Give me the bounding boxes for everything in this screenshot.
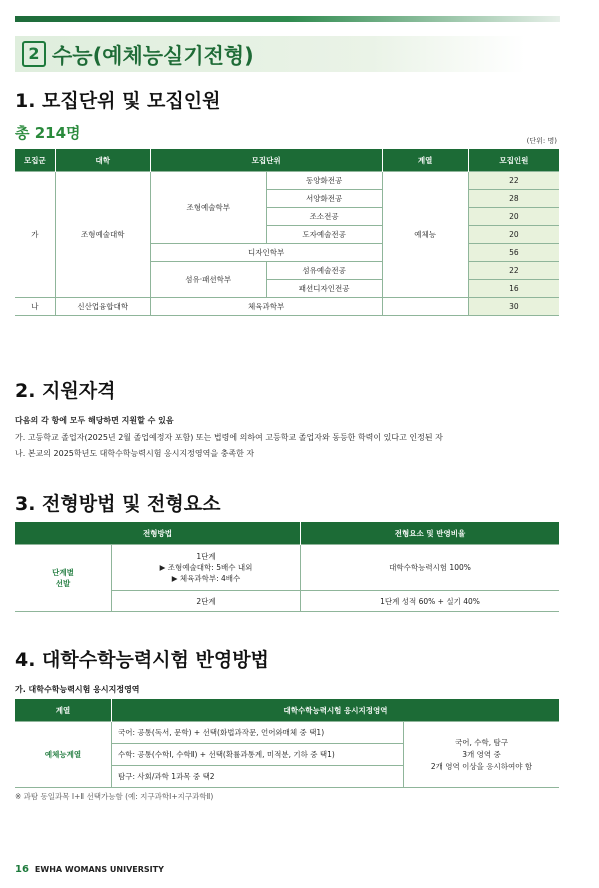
- header-college: 대학: [55, 149, 150, 172]
- total-count: 총 214명: [15, 124, 81, 142]
- count-cell: 30: [468, 298, 559, 316]
- step1-line-1: ▶ 조형예술대학: 5배수 내외: [159, 563, 253, 572]
- group-cell: 가: [15, 172, 55, 298]
- dept-cell: 디자인학부: [150, 244, 382, 262]
- stage-label-line-1: 단계별: [52, 568, 74, 577]
- track-cell: 예체능: [382, 172, 468, 298]
- top-accent-bar: [15, 16, 560, 22]
- dept-cell: 체육과학부: [150, 298, 382, 316]
- college-cell: 조형예술대학: [55, 172, 150, 298]
- qual-item-b: 나. 본교의 2025학년도 대학수학능력시험 응시지정영역을 충족한 자: [15, 449, 255, 458]
- math-cell: 수학: 공통(수학Ⅰ, 수학Ⅱ) + 선택(확률과통계, 미적분, 기하 중 택1): [112, 744, 404, 766]
- section-title: 수능(예체능실기전형): [52, 44, 254, 68]
- count-cell: 20: [468, 226, 559, 244]
- step1-factor: 대학수학능력시험 100%: [301, 545, 560, 591]
- major-cell: 패션디자인전공: [266, 280, 382, 298]
- major-cell: 도자예술전공: [266, 226, 382, 244]
- header-factor: 전형요소 및 반영비율: [301, 522, 560, 545]
- table-row: [15, 722, 559, 744]
- major-cell: 조소전공: [266, 208, 382, 226]
- step1-line-2: ▶ 체육과학부: 4배수: [171, 574, 241, 583]
- unit-note: (단위: 명): [526, 137, 557, 145]
- heading-method: 3. 전형방법 및 전형요소: [15, 493, 221, 515]
- step2-factor: 1단계 성적 60% + 실기 40%: [301, 591, 560, 612]
- header-track: 계열: [15, 699, 112, 722]
- condition-line-1: 국어, 수학, 탐구: [454, 737, 508, 747]
- heading-csat: 4. 대학수학능력시험 반영방법: [15, 649, 269, 671]
- inquiry-cell: 탐구: 사회/과학 1과목 중 택2: [112, 766, 404, 788]
- csat-subheading: 가. 대학수학능력시험 응시지정영역: [15, 685, 140, 694]
- step1-cell: [112, 545, 301, 591]
- dept-cell: 조형예술학부: [150, 172, 266, 244]
- count-cell: 56: [468, 244, 559, 262]
- step2-title: 2단계: [112, 591, 301, 612]
- page-number: 16: [15, 864, 29, 875]
- qual-item-a: 가. 고등학교 졸업자(2025년 2월 졸업예정자 포함) 또는 법령에 의하여 고등학교 졸업자와 동등한 학력이 있다고 인정된 자: [15, 433, 443, 442]
- major-cell: 서양화전공: [266, 190, 382, 208]
- track-cell: 예체능계열: [15, 722, 112, 788]
- table-row: [15, 298, 559, 316]
- step1-title: 1단계: [196, 552, 216, 561]
- heading-recruit: 1. 모집단위 및 모집인원: [15, 90, 221, 112]
- header-track: 계열: [382, 149, 468, 172]
- track-cell-empty: [382, 298, 468, 316]
- method-table: [15, 522, 559, 612]
- college-cell: 신산업융합대학: [55, 298, 150, 316]
- dept-cell: 섬유·패션학부: [150, 262, 266, 298]
- recruit-table: [15, 149, 559, 316]
- count-cell: 22: [468, 172, 559, 190]
- university-name: EWHA WOMANS UNIVERSITY: [34, 865, 164, 874]
- csat-table: [15, 699, 559, 788]
- count-cell: 16: [468, 280, 559, 298]
- table-row: [15, 545, 559, 591]
- count-cell: 20: [468, 208, 559, 226]
- qual-intro: 다음의 각 항에 모두 해당하면 지원할 수 있음: [15, 416, 174, 425]
- major-cell: 섬유예술전공: [266, 262, 382, 280]
- group-cell: 나: [15, 298, 55, 316]
- header-area: 대학수학능력시험 응시지정영역: [112, 699, 560, 722]
- page-footer: [15, 864, 164, 875]
- section-number-badge: 2: [22, 41, 46, 67]
- header-group: 모집군: [15, 149, 55, 172]
- header-unit: 모집단위: [150, 149, 382, 172]
- major-cell: 동양화전공: [266, 172, 382, 190]
- stage-label-line-2: 선발: [55, 579, 71, 588]
- footnote: ※ 과탐 동일과목 Ⅰ+Ⅱ 선택가능함 (예: 지구과학Ⅰ+지구과학Ⅱ): [15, 792, 214, 801]
- count-cell: 22: [468, 262, 559, 280]
- table-row: [15, 172, 559, 190]
- count-cell: 28: [468, 190, 559, 208]
- condition-cell: [404, 722, 560, 788]
- stage-label: [15, 545, 112, 612]
- header-count: 모집인원: [468, 149, 559, 172]
- condition-line-3: 2개 영역 이상을 응시하여야 함: [430, 761, 533, 771]
- heading-qualification: 2. 지원자격: [15, 380, 116, 402]
- korean-cell: 국어: 공통(독서, 문학) + 선택(화법과작문, 언어와매체 중 택1): [112, 722, 404, 744]
- header-method: 전형방법: [15, 522, 301, 545]
- condition-line-2: 3개 영역 중: [462, 749, 501, 759]
